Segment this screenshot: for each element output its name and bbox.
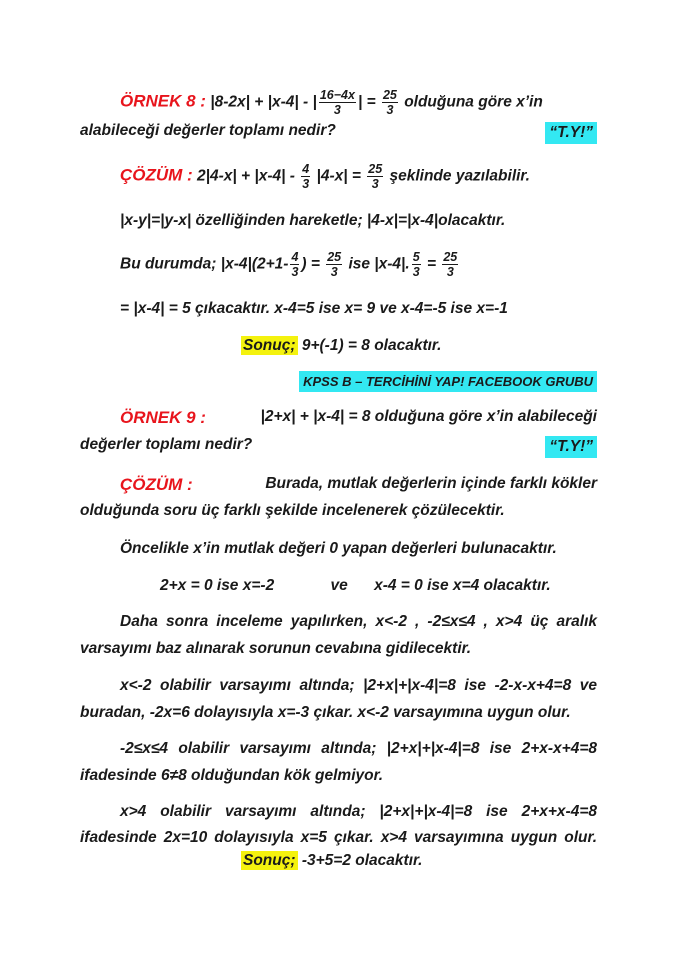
example-8-ty-badge: “T.Y!”	[545, 122, 597, 144]
solution-9-label: ÇÖZÜM :	[120, 475, 193, 494]
fraction-25-over-3: $\frac{25}{3}$	[327, 250, 342, 279]
solution-8-result	[241, 337, 679, 355]
result-label: Sonuç;	[243, 852, 296, 869]
fraction-25-over-3: $\frac{25}{3}$	[443, 250, 458, 279]
fraction-5-over-3: $\frac{5}{3}$	[412, 250, 420, 279]
example-9-label: ÖRNEK 9 :	[120, 408, 206, 427]
solution-9-result	[241, 852, 679, 870]
example-8-eq-part-b: | =	[357, 93, 376, 111]
solution-9-case2-a: -2≤x≤4 olabilir varsayımı altında; |2+x|+|x-4|=8 ise 2+x-x+4=8	[120, 740, 597, 757]
facebook-group-banner: KPSS B – TERCİHİNİ YAP! FACEBOOK GRUBU	[299, 371, 597, 392]
solution-9-case2-b: ifadesinde 6≠8 olduğundan kök gelmiyor.	[80, 767, 384, 784]
solution-8-line-1: ÇÖZÜM : 2|4-x| + |x-4| - $\frac{4}{3}$ |4-x| = $\frac{25}{3}$ şeklinde yazılabilir.	[120, 162, 530, 191]
example-9-statement	[120, 408, 597, 428]
solution-9-roots-intro: Öncelikle x’in mutlak değeri 0 yapan değerleri bulunacaktır.	[120, 540, 557, 557]
solution-9-intervals-b: varsayımı baz alınarak sorunun cevabına gidilecektir.	[80, 640, 472, 657]
example-8-statement	[120, 88, 679, 117]
solution-8-line-3: Bu durumda; |x-4|(2+1- $\frac{4}{3}$ ) = $\frac{25}{3}$ ise |x-4|. $\frac{5}{3}$ = $\frac{25}{3}$	[120, 250, 458, 279]
facebook-group-banner-line	[299, 373, 597, 391]
solution-9-line-2: olduğunda soru üç farklı şekilde incelenerek çözülecektir.	[80, 502, 505, 519]
solution-9-case1-a: x<-2 olabilir varsayımı altında; |2+x|+|x-4|=8 ise -2-x-x+4=8 ve	[120, 677, 597, 694]
solution-9-case1-b: buradan, -2x=6 dolayısıyla x=-3 çıkar. x<-2 varsayımına uygun olur.	[80, 704, 571, 721]
example-9-eq: |2+x| + |x-4| = 8 olduğuna göre x’in alabileceği	[260, 408, 597, 425]
solution-9-case3-b: ifadesinde 2x=10 dolayısıyla x=5 çıkar. x>4 varsayımına uygun olur.	[80, 829, 597, 846]
solution-8-label: ÇÖZÜM :	[120, 165, 193, 185]
example-9-ty-badge: “T.Y!”	[545, 436, 597, 458]
solution-9-intervals-a: Daha sonra inceleme yapılırken, x<-2 , -2≤x≤4 , x>4 üç aralık	[120, 613, 597, 630]
example-9-question-line	[80, 436, 597, 458]
solution-9-line-1: ÇÖZÜM : Burada, mutlak değerlerin içinde farklı kökler	[120, 475, 597, 494]
solution-9-case3-a: x>4 olabilir varsayımı altında; |2+x|+|x-4|=8 ise 2+x+x-4=8	[120, 803, 597, 820]
result-label: Sonuç;	[243, 337, 296, 354]
solution-8-line-4: = |x-4| = 5 çıkacaktır. x-4=5 ise x= 9 ve x-4=-5 ise x=-1	[120, 300, 508, 317]
fraction-16-4x-over-3: $\frac{16-4x}{3}$	[319, 88, 355, 117]
example-8-eq-part-a: |8-2x| + |x-4| - |	[210, 93, 317, 111]
example-8-label: ÖRNEK 8 :	[120, 91, 206, 111]
result-text: -3+5=2 olacaktır.	[301, 852, 423, 869]
example-8-question: alabileceği değerler toplamı nedir?	[80, 122, 336, 139]
example-8-eq-part-c: olduğuna göre x’in	[404, 93, 543, 111]
fraction-4-over-3: $\frac{4}{3}$	[302, 162, 310, 191]
fraction-25-over-3: $\frac{25}{3}$	[382, 88, 397, 117]
fraction-25-over-3: $\frac{25}{3}$	[368, 162, 383, 191]
solution-8-line-2: |x-y|=|y-x| özelliğinden hareketle; |4-x|=|x-4|olacaktır.	[120, 212, 506, 229]
solution-9-roots: 2+x = 0 ise x=-2 ve x-4 = 0 ise x=4 olacaktır.	[160, 577, 551, 594]
example-8-question-line	[80, 122, 597, 144]
fraction-4-over-3: $\frac{4}{3}$	[291, 250, 299, 279]
result-text: 9+(-1) = 8 olacaktır.	[301, 337, 442, 354]
example-9-question: değerler toplamı nedir?	[80, 436, 253, 453]
